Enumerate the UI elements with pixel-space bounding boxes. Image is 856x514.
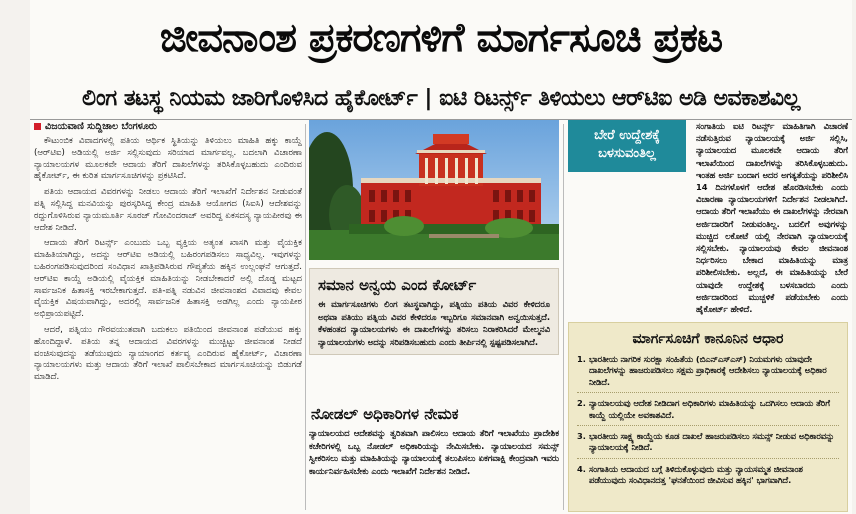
high-court-building-photo (309, 120, 559, 260)
item-number: 2. (577, 398, 586, 409)
box-text: ಈ ಮಾರ್ಗಸೂಚಿಗಳು ಲಿಂಗ ತಟಸ್ಥವಾಗಿದ್ದು, ಪತ್ನಿಯು ಪತಿಯ ವಿವರ ಕೇಳಿದರೂ ಅಥವಾ ಪತಿಯು ಪತ್ನಿಯ ವಿವರ ಕೇಳಿದರೂ ಇಬ್ಬರಿಗೂ ಸಮಾನವಾಗಿ ಅನ್ವಯಿಸುತ್ತದೆ. ಕೆಳಹಂತದ ನ್ಯಾಯಾಲಯಗಳು ಈ ದಾಖಲೆಗಳನ್ನು ತರಿಸಲು ನಿರಾಕರಿಸಿದರೆ ಮೇಲ್ಮನವಿ ನ್ಯಾಯಾಲಯಗಳು ಅದನ್ನು ಸರಿಪಡಿಸಬಹುದು ಎಂದು ತೀರ್ಪಿನಲ್ಲಿ ಸ್ಪಷ್ಟಪಡಿಸಲಾಗಿದೆ. (318, 299, 550, 347)
box-title: ಸಮಾನ ಅನ್ವಯ ಎಂದ ಕೋರ್ಟ್ (318, 276, 477, 294)
boxed-section (309, 268, 559, 355)
item-text: ನ್ಯಾಯಾಲಯವು ಆದೇಶ ನೀಡಿದಾಗ ಅಧಿಕಾರಿಗಳು ಮಾಹಿತಿಯನ್ನು ಒದಗಿಸಲು ಆದಾಯ ತೆರಿಗೆ ಕಾಯ್ದೆ ಯಲ್ಲಿಯೇ ಅವಕಾಶವಿದೆ. (589, 398, 831, 420)
list-item (577, 464, 839, 491)
nodal-officers-section (309, 404, 559, 477)
item-text: ಭಾರತೀಯ ಸಾಕ್ಷ್ಯ ಕಾಯ್ದೆಯ ಕೂಡ ದಾಖಲೆ ಹಾಜರುಪಡಿಸಲು ಸಮನ್ಸ್ ನೀಡುವ ಅಧಿಕಾರವನ್ನು ನ್ಯಾಯಾಲಯಕ್ಕೆ ನೀಡಿದೆ. (589, 431, 835, 453)
paragraph: ಪತಿಯ ಆದಾಯದ ವಿವರಗಳನ್ನು ನೀಡಲು ಆದಾಯ ತೆರಿಗೆ ಇಲಾಖೆಗೆ ನಿರ್ದೇಶನ ನೀಡುವಂತೆ ಪತ್ನಿ ಸಲ್ಲಿಸಿದ್ದ ಮನವಿಯನ್ನು ಪುರಸ್ಕರಿಸಿದ್ದ ಕೇಂದ್ರ ಮಾಹಿತಿ ಆಯೋಗದ (ಸಿಐಸಿ) ಆದೇಶವನ್ನು ರದ್ದುಗೊಳಿಸಿರುವ ನ್ಯಾಯಮೂರ್ತಿ ಸೂರಜ್ ಗೋವಿಂದರಾಜ್ ಅವರಿದ್ದ ಏಕಸದಸ್ಯ ನ್ಯಾಯಪೀಠವು ಈ ಆದೇಶ ನೀಡಿದೆ. (34, 187, 302, 233)
list-item (577, 354, 839, 393)
subheadline: ಲಿಂಗ ತಟಸ್ಥ ನಿಯಮ ಜಾರಿಗೊಳಿಸಿದ ಹೈಕೋರ್ಟ್ | ಐಟಿ ರಿಟರ್ನ್ಸ್ ತಿಳಿಯಲು ಆರ್‌ಟಿಐ ಅಡಿ ಅವಕಾಶವಿಲ್ಲ (30, 78, 852, 120)
paragraph: ಆದರೆ, ಪತ್ನಿಯು ಗೌರವಯುತವಾಗಿ ಬದುಕಲು ಪತಿಯಿಂದ ಜೀವನಾಂಶ ಪಡೆಯುವ ಹಕ್ಕು ಹೊಂದಿದ್ದಾಳೆ. ಪತಿಯ ತನ್ನ ಆದಾಯದ ವಿವರಗಳನ್ನು ಮುಚ್ಚಿಟ್ಟು ಜೀವನಾಂಶ ನೀಡದೆ ವಂಚಿಸುವುದನ್ನು ತಡೆಯುವುದು ನ್ಯಾಯಾಂಗದ ಕರ್ತವ್ಯ ಎಂದಿರುವ ಹೈಕೋರ್ಟ್, ವಿಚಾರಣಾ ನ್ಯಾಯಾಲಯಗಳು ಮತ್ತು ಆದಾಯ ತೆರಿಗೆ ಇಲಾಖೆ ಪಾಲಿಸಬೇಕಾದ ಮಾರ್ಗಸೂಚಿಯನ್ನು ಬಿಡುಗಡೆ ಮಾಡಿದೆ. (34, 324, 302, 383)
section-text: ನ್ಯಾಯಾಲಯದ ಆದೇಶವನ್ನು ತ್ವರಿತವಾಗಿ ಪಾಲಿಸಲು ಆದಾಯ ತೆರಿಗೆ ಇಲಾಖೆಯು ಪ್ರಾದೇಶಿಕ ಕಚೇರಿಗಳಲ್ಲಿ ಒಬ್ಬ ನೋಡಲ್ ಅಧಿಕಾರಿಯನ್ನು ನೇಮಿಸಬೇಕು. ನ್ಯಾಯಾಲಯದ ಸಮನ್ಸ್ ಸ್ವೀಕರಿಸಲು ಮತ್ತು ಮಾಹಿತಿಯನ್ನು ನ್ಯಾಯಾಲಯಕ್ಕೆ ತಲುಪಿಸಲು ಏಕಗವಾಕ್ಷಿ ಕೇಂದ್ರವಾಗಿ ಇವರು ಕಾರ್ಯನಿರ್ವಹಿಸಬೇಕು ಎಂದು ಇಲಾಖೆಗೆ ನಿರ್ದೇಶನ ನೀಡಿದೆ. (309, 428, 559, 476)
paragraph: ಕೌಟುಂಬಿಕ ವಿವಾದಗಳಲ್ಲಿ ಪತಿಯ ಆರ್ಥಿಕ ಸ್ಥಿತಿಯನ್ನು ತಿಳಿಯಲು ಮಾಹಿತಿ ಹಕ್ಕು ಕಾಯ್ದೆ (ಆರ್‌ಟಿಐ) ಅಡಿಯಲ್ಲಿ ಅರ್ಜಿ ಸಲ್ಲಿಸುವುದು ಸರಿಯಾದ ಮಾರ್ಗವಲ್ಲ. ಬದಲಾಗಿ ವಿಚಾರಣಾ ನ್ಯಾಯಾಲಯಗಳ ಮೂಲಕವೇ ಆದಾಯ ತೆರಿಗೆ ದಾಖಲೆಗಳನ್ನು ತರಿಸಿಕೊಳ್ಳಬಹುದು ಎಂದಿರುವ ಹೈಕೋರ್ಟ್, ಈ ಕುರಿತ ಮಾರ್ಗಸೂಚಿಗಳನ್ನು ಪ್ರಕಟಿಸಿದೆ. (34, 136, 302, 182)
headline: ಜೀವನಾಂಶ ಪ್ರಕರಣಗಳಿಗೆ ಮಾರ್ಗಸೂಚಿ ಪ್ರಕಟ (159, 15, 723, 61)
left-column (34, 120, 302, 514)
guide-list (577, 354, 839, 491)
article-body (34, 136, 302, 384)
item-text: ಭಾರತೀಯ ನಾಗರಿಕ ಸುರಕ್ಷಾ ಸಂಹಿತೆಯ (ಬಿಎನ್‌ಎಸ್‌ಎಸ್) ನಿಯಮಗಳು ಯಾವುದೇ ದಾಖಲೆಗಳನ್ನು ಹಾಜರುಪಡಿಸಲು ಸಕ್ಷಮ ಪ್ರಾಧಿಕಾರಕ್ಕೆ ಆದೇಶಿಸಲು ನ್ಯಾಯಾಲಯಕ್ಕೆ ಅಧಿಕಾರ ನೀಡಿದೆ. (589, 354, 827, 387)
item-number: 4. (577, 463, 586, 474)
red-square-icon (34, 123, 41, 130)
column-divider (305, 124, 306, 510)
item-text: ಸಂಗಾತಿಯ ಆದಾಯದ ಬಗ್ಗೆ ತಿಳಿದುಕೊಳ್ಳುವುದು ಮತ್ತು ನ್ಯಾಯಸಮ್ಮತ ಜೀವನಾಂಶ ಪಡೆಯುವುದು ಸಂವಿಧಾನದತ್ತ 'ಘನತೆಯಿಂದ ಜೀವಿಸುವ ಹಕ್ಕಿನ' ಭಾಗವಾಗಿದೆ. (589, 463, 803, 486)
item-number: 1. (577, 354, 586, 364)
byline (34, 120, 302, 134)
paragraph: ಆದಾಯ ತೆರಿಗೆ ರಿಟರ್ನ್ಸ್ ಎಂಬುದು ಒಬ್ಬ ವ್ಯಕ್ತಿಯ ಅತ್ಯಂತ ಖಾಸಗಿ ಮತ್ತು ವೈಯಕ್ತಿಕ ಮಾಹಿತಿಯಾಗಿದ್ದು, ಅದನ್ನು ಆರ್‌ಟಿಐ ಅಡಿಯಲ್ಲಿ ಬಹಿರಂಗಪಡಿಸಲು ಸಾಧ್ಯವಿಲ್ಲ. ಇವುಗಳನ್ನು ಬಹಿರಂಗಪಡಿಸುವುದರಿಂದ ಸಂವಿಧಾನ ಖಾತ್ರಿಪಡಿಸಿರುವ ಗೌಪ್ಯತೆಯ ಹಕ್ಕಿನ ಉಲ್ಲಂಘನೆ ಆಗುತ್ತದೆ. ಆರ್‌ಟಿಐ ಕಾಯ್ದೆ ಅಡಿಯಲ್ಲಿ ವೈಯಕ್ತಿಕ ಮಾಹಿತಿಯನ್ನು ನೀಡಬೇಕಾದರೆ ಅಲ್ಲಿ ದೊಡ್ಡ ಮಟ್ಟದ ಸಾರ್ವಜನಿಕ ಹಿತಾಸಕ್ತಿ ಇರಬೇಕಾಗುತ್ತದೆ. ಪತಿ-ಪತ್ನಿ ನಡುವಿನ ಜೀವನಾಂಶದ ವಿವಾದವು ಕೇವಲ ವೈಯಕ್ತಿಕ ವಿಷಯವಾಗಿದ್ದು, ಅದರಲ್ಲಿ ಸಾರ್ವಜನಿಕ ಹಿತಾಸಕ್ತಿ ಅಡಗಿಲ್ಲ ಎಂದು ನ್ಯಾಯಪೀಠ ಅಭಿಪ್ರಾಯಪಟ್ಟಿದೆ. (34, 238, 302, 320)
section-title: ನೋಡಲ್ ಅಧಿಕಾರಿಗಳ ನೇಮಕ (311, 405, 459, 423)
guidelines-legal-basis-box (568, 322, 848, 512)
item-number: 3. (577, 431, 586, 442)
section-tag: ಬೇರೆ ಉದ್ದೇಶಕ್ಕೆ ಬಳಸುವಂತಿಲ್ಲ (568, 120, 686, 172)
column-divider (563, 124, 564, 510)
right-article-text: ಸಂಗಾತಿಯ ಐಟಿ ರಿಟರ್ನ್ಸ್ ಮಾಹಿತಿಗಾಗಿ ವಿಚಾರಣೆ ನಡೆಸುತ್ತಿರುವ ನ್ಯಾಯಾಲಯಕ್ಕೆ ಅರ್ಜಿ ಸಲ್ಲಿಸಿ, ನ್ಯಾಯಾಲಯದ ಮೂಲಕವೇ ಆದಾಯ ತೆರಿಗೆ ಇಲಾಖೆಯಿಂದ ದಾಖಲೆಗಳನ್ನು ತರಿಸಿಕೊಳ್ಳಬಹುದು. ಇಂತಹ ಅರ್ಜಿ ಬಂದಾಗ ಅದರ ಅಗತ್ಯತೆಯನ್ನು ಪರಿಶೀಲಿಸಿ 14 ದಿನಗಳೊಳಗೆ ಆದೇಶ ಹೊರಡಿಸಬೇಕು ಎಂದು ವಿಚಾರಣಾ ನ್ಯಾಯಾಲಯಗಳಿಗೆ ನಿರ್ದೇಶನ ನೀಡಲಾಗಿದೆ. ಆದಾಯ ತೆರಿಗೆ ಇಲಾಖೆಯು ಈ ದಾಖಲೆಗಳನ್ನು ನೇರವಾಗಿ ಅರ್ಜಿದಾರರಿಗೆ ನೀಡುವಂತಿಲ್ಲ. ಬದಲಿಗೆ ಅವುಗಳನ್ನು ಮುಚ್ಚಿದ ಲಕೋಟೆ ಯಲ್ಲಿ ನೇರವಾಗಿ ನ್ಯಾಯಾಲಯಕ್ಕೆ ಸಲ್ಲಿಸಬೇಕು. ನ್ಯಾಯಾಲಯವು ಕೇವಲ ಜೀವನಾಂಶ ನಿರ್ಧರಿಸಲು ಬೇಕಾದ ಮಾಹಿತಿಯನ್ನು ಮಾತ್ರ ಪರಿಶೀಲಿಸಬೇಕು. ಅಲ್ಲದೆ, ಈ ಮಾಹಿತಿಯನ್ನು ಬೇರೆ ಯಾವುದೇ ಉದ್ದೇಶಕ್ಕೆ ಬಳಸಬಾರದು ಎಂದು ಅರ್ಜಿದಾರರಿಂದ ಮುಚ್ಚಳಿಕೆ ಪಡೆಯಬೇಕು ಎಂದು ಹೈಕೋರ್ಟ್ ಹೇಳಿದೆ. (696, 121, 848, 315)
list-item (577, 431, 839, 459)
newspaper-page (30, 0, 852, 514)
byline-text: ವಿಜಯವಾಣಿ ಸುದ್ದಿಜಾಲ ಬೆಂಗಳೂರು (45, 121, 157, 132)
court-illustration (309, 120, 559, 260)
equal-application-box (309, 268, 559, 355)
list-item (577, 398, 839, 426)
guide-title: ಮಾರ್ಗಸೂಚಿಗೆ ಕಾನೂನಿನ ಆಧಾರ (632, 331, 784, 347)
